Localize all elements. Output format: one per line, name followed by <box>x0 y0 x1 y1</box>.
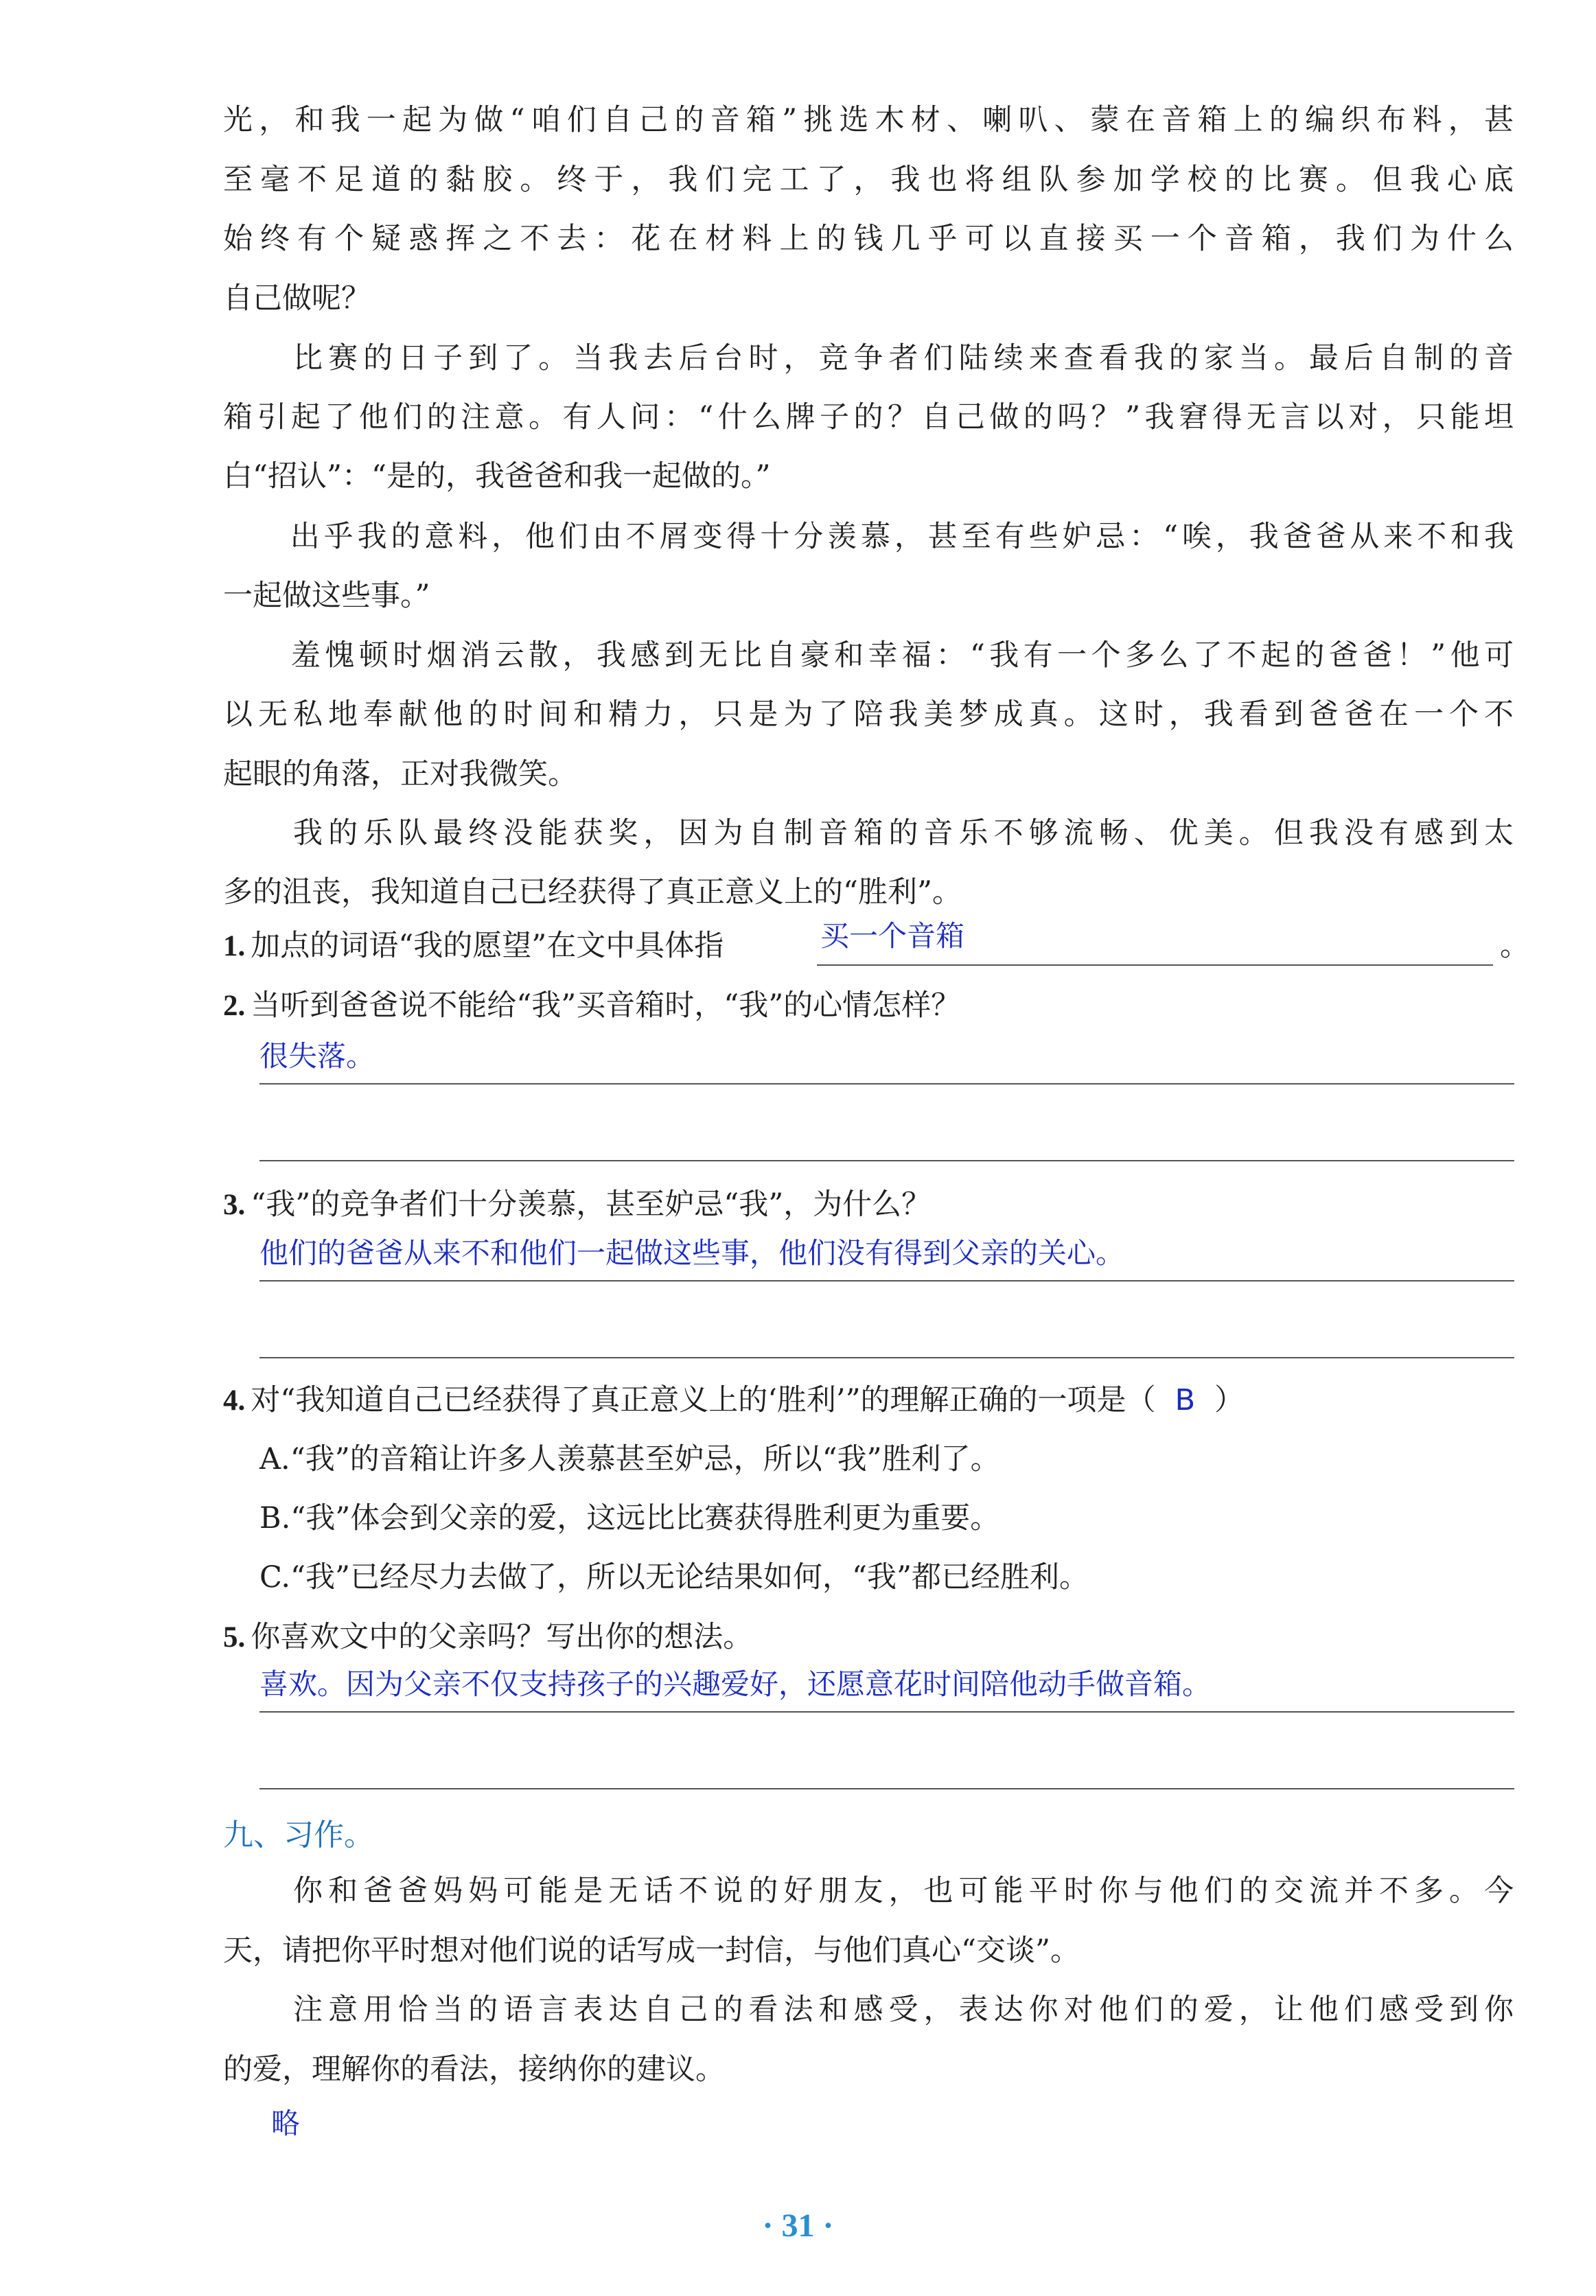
section-paragraph: 你和爸爸妈妈可能是无话不说的好朋友，也可能平时你与他们的交流并不多。今 <box>223 1874 1520 1908</box>
passage-line: 光，和我一起为做“咱们自己的音箱”挑选木材、喇叭、蒙在音箱上的编织布料，甚 <box>223 103 1520 137</box>
section-title: 九、习作。 <box>223 1818 374 1853</box>
passage-line: 始终有个疑惑挥之不去：花在材料上的钱几乎可以直接买一个音箱，我们为什么 <box>223 222 1522 256</box>
passage-line: 比赛的日子到了。当我去后台时，竞争者们陆续来查看我的家当。最后自制的音 <box>223 341 1520 375</box>
question-5 <box>223 1616 752 1658</box>
question-end: 。 <box>1500 929 1529 963</box>
passage-line: 箱引起了他们的注意。有人问：“什么牌子的？自己做的吗？”我窘得无言以对，只能坦 <box>223 400 1518 434</box>
question-4 <box>223 1380 1244 1422</box>
passage-line: 白“招认”：“是的，我爸爸和我一起做的。” <box>223 459 771 494</box>
answer-1: 买一个音箱 <box>820 919 965 953</box>
question-1 <box>223 925 724 967</box>
passage-line: 起眼的角落，正对我微笑。 <box>223 757 577 791</box>
answer-line <box>259 1711 1514 1713</box>
answer-5: 喜欢。因为父亲不仅支持孩子的兴趣爱好，还愿意花时间陪他动手做音箱。 <box>259 1667 1212 1701</box>
passage-line: 出乎我的意料，他们由不屑变得十分羡慕，甚至有些妒忌：“唉，我爸爸从来不和我 <box>223 520 1518 554</box>
question-number: 2. <box>223 990 246 1022</box>
answer-line <box>259 1083 1514 1085</box>
section-paragraph: 天，请把你平时想对他们说的话写成一封信，与他们真心“交谈”。 <box>223 1934 1080 1968</box>
question-number: 3. <box>223 1189 246 1221</box>
passage-line: 多的沮丧，我知道自己已经获得了真正意义上的“胜利”。 <box>223 875 962 909</box>
question-text: 对“我知道自己已经获得了真正意义上的‘胜利’”的理解正确的一项是（ <box>251 1383 1156 1417</box>
answer-4: B <box>1175 1383 1196 1417</box>
question-number: 4. <box>223 1384 246 1417</box>
question-text: 加点的词语“我的愿望”在文中具体指 <box>251 929 724 963</box>
option-a: A.“我”的音箱让许多人羡慕甚至妒忌，所以“我”胜利了。 <box>259 1442 1000 1476</box>
passage-line: 我的乐队最终没能获奖，因为自制音箱的音乐不够流畅、优美。但我没有感到太 <box>223 816 1520 850</box>
passage-line: 以无私地奉献他的时间和精力，只是为了陪我美梦成真。这时，我看到爸爸在一个不 <box>223 697 1520 732</box>
passage-line: 羞愧顿时烟消云散，我感到无比自豪和幸福：“我有一个多么了不起的爸爸！”他可 <box>223 638 1518 673</box>
answer-3: 他们的爸爸从来不和他们一起做这些事，他们没有得到父亲的关心。 <box>259 1236 1125 1270</box>
answer-2: 很失落。 <box>259 1039 375 1073</box>
answer-line <box>259 1160 1514 1161</box>
question-number: 1. <box>223 930 246 962</box>
passage-line: 一起做这些事。” <box>223 579 430 613</box>
option-b: B.“我”体会到父亲的爱，这远比比赛获得胜利更为重要。 <box>259 1501 1000 1535</box>
passage-line: 至毫不足道的黏胶。终于，我们完工了，我也将组队参加学校的比赛。但我心底 <box>223 163 1522 197</box>
answer-line <box>259 1280 1514 1282</box>
page-number: · 31 · <box>762 2207 834 2244</box>
option-c: C.“我”已经尽力去做了，所以无论结果如何，“我”都已经胜利。 <box>259 1560 1089 1595</box>
passage-line: 自己做呢？ <box>223 281 371 316</box>
question-text: 你喜欢文中的父亲吗？写出你的想法。 <box>251 1620 753 1654</box>
answer-line <box>259 1357 1514 1358</box>
answer-line <box>259 1788 1514 1789</box>
question-2 <box>223 985 960 1027</box>
question-end: ） <box>1214 1383 1245 1417</box>
section-paragraph: 注意用恰当的语言表达自己的看法和感受，表达你对他们的爱，让他们感受到你 <box>223 1993 1520 2027</box>
section-answer: 略 <box>271 2107 301 2140</box>
question-text: 当听到爸爸说不能给“我”买音箱时，“我”的心情怎样？ <box>251 988 961 1023</box>
question-text: “我”的竞争者们十分羡慕，甚至妒忌“我”，为什么？ <box>251 1187 932 1222</box>
question-number: 5. <box>223 1621 246 1654</box>
answer-line <box>817 964 1493 966</box>
section-paragraph: 的爱，理解你的看法，接纳你的建议。 <box>223 2052 725 2087</box>
question-3 <box>223 1184 931 1226</box>
